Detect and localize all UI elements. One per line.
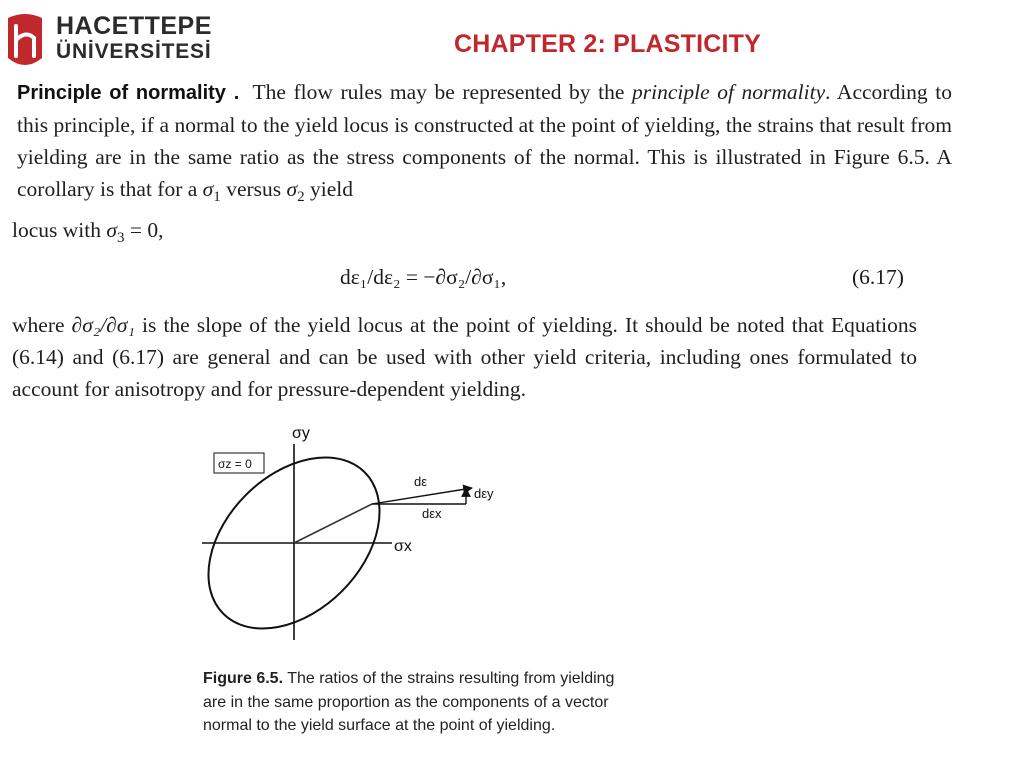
symbol-sigma: σ [202,177,214,201]
yield-locus-figure [196,418,516,640]
logo-line-2: ÜNİVERSİTESİ [56,40,212,63]
subscript: 1 [213,189,221,205]
figure-caption [203,667,623,738]
logo-wordmark [56,14,212,64]
sigma-x-label: σx [394,538,412,555]
stress-vector [294,504,372,543]
equation: dε₁/dε₂ = −∂σ₂/∂σ₁, [340,265,507,289]
equation-number: (6.17) [852,265,904,289]
text-run: The flow rules may be represented by the [252,80,625,104]
text-run: versus [226,177,282,201]
dey-label: dεy [474,486,494,501]
slope-expression: ∂σ₂/∂σ₁ [71,313,135,337]
university-logo [4,10,214,72]
hacettepe-emblem-icon [4,12,46,70]
caption-text: The ratios of the strains resulting from yielding are in the same proportion as the components of a vector normal to the yield surface at the point of yielding. [203,670,615,734]
text-run: where [12,313,65,337]
sigma-z-label: σz = 0 [218,457,252,471]
caption-label: Figure 6.5. [203,670,284,687]
symbol-sigma: σ [286,177,298,201]
paragraph-normality [17,76,952,205]
subscript: 3 [116,230,125,246]
paragraph-locus [12,214,412,246]
italic-term: principle of normality [632,80,826,104]
chapter-title: CHAPTER 2: PLASTICITY [454,30,761,58]
paragraph-slope [12,309,917,405]
text-run: locus with [12,218,101,242]
subscript: 2 [297,189,305,205]
de-vector [372,488,472,504]
sigma-y-label: σy [292,425,310,442]
logo-line-1: HACETTEPE [56,12,212,40]
dex-label: dεx [422,506,442,521]
text-run: is the slope of the yield locus at the point of yielding. It should be noted that Equations (6.14) and (6.17) are general and can be used with other yield criteria, including ones formulated to account for anisotropy and for pressure-dependent yielding. [12,313,918,401]
de-label: dε [414,474,428,489]
text-run: = 0, [129,218,164,242]
symbol-sigma: σ [106,218,117,242]
text-run: yield [310,177,354,201]
text-run: . According to this principle, if a normal to the yield locus is constructed at the point of yielding, the strains that result from yielding are in the same ratio as the stress components of the normal. This is illustrated in Figure 6.5. A corollary is that for a [17,80,952,201]
section-heading: Principle of normality . [17,82,240,104]
